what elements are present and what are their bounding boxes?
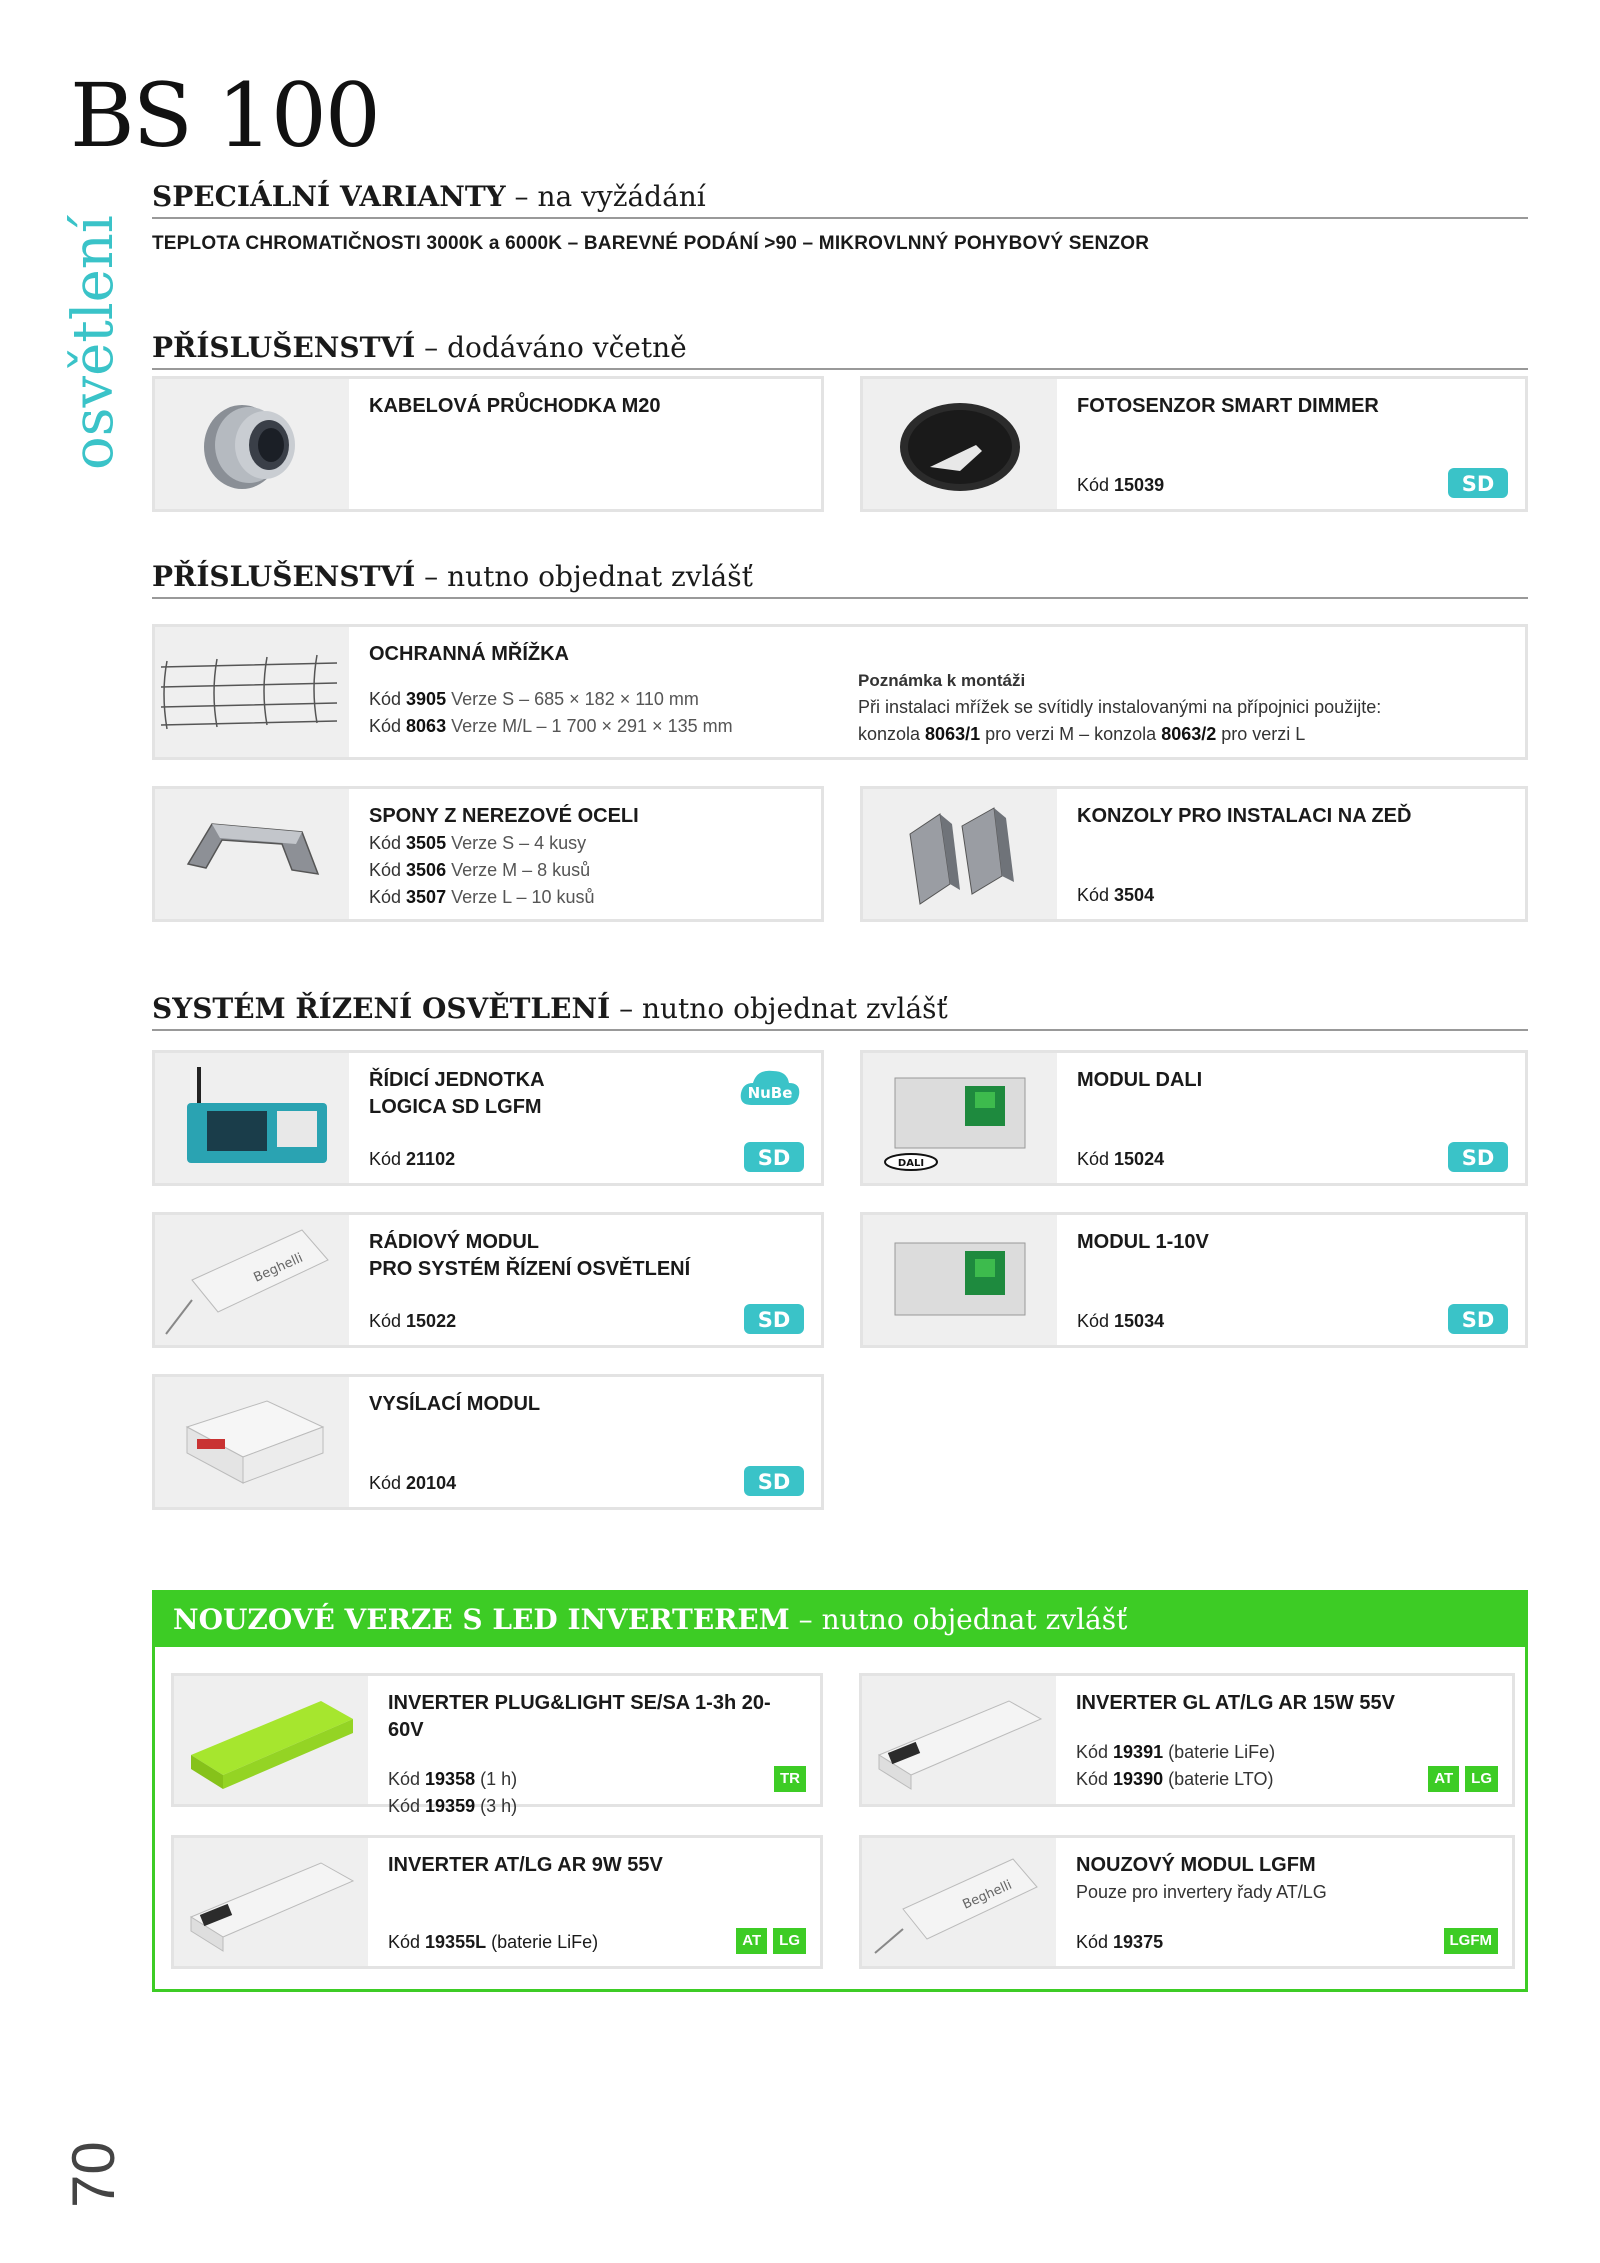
product-name: KABELOVÁ PRŮCHODKA M20 [369, 395, 661, 417]
card-inverter-plug-light [171, 1673, 823, 1816]
sd-logo-icon [743, 1141, 805, 1173]
sd-logo-icon [1447, 467, 1509, 499]
badge-group [768, 1766, 806, 1792]
dali-logo-text: DALI [897, 1158, 925, 1169]
product-name: PRO SYSTÉM ŘÍZENÍ OSVĚTLENÍ [369, 1258, 691, 1280]
card-emergency-module-lgfm [859, 1835, 1515, 1969]
product-code: Kód 15022 [369, 1311, 457, 1331]
card-dali-module [860, 1050, 1528, 1186]
product-code: Kód 19355L (baterie LiFe) [388, 1932, 599, 1952]
page-title: BS 100 [70, 64, 379, 167]
card-photosensor [860, 376, 1528, 512]
product-code: Kód 15039 [1077, 475, 1165, 495]
nube-logo-icon [739, 1065, 801, 1109]
product-name: INVERTER AT/LG AR 9W 55V [388, 1854, 663, 1876]
clips-code-line: Kód 3505 Verze S – 4 kusy [369, 833, 587, 853]
special-variants-subline: TEPLOTA CHROMATIČNOSTI 3000K a 6000K – BAREVNÉ PODÁNÍ >90 – MIKROVLNNÝ POHYBOVÝ SENZOR [152, 233, 1150, 254]
product-code: Kód 20104 [369, 1473, 457, 1493]
product-code: Kód 3504 [1077, 885, 1155, 905]
sd-logo-icon [1447, 1141, 1509, 1173]
card-radio-module [152, 1212, 824, 1348]
product-name: FOTOSENZOR SMART DIMMER [1077, 395, 1379, 417]
sd-logo-text: SD [757, 1470, 791, 1494]
product-name: OCHRANNÁ MŘÍŽKA [369, 643, 569, 665]
card-protective-grid [152, 624, 1528, 760]
sd-logo-text: SD [1461, 1308, 1495, 1332]
special-variants-heading: SPECIÁLNÍ VARIANTY – na vyžádání [152, 182, 1528, 219]
inverter-code-line: Kód 19391 (baterie LiFe) [1076, 1742, 1276, 1762]
product-name: ŘÍDICÍ JEDNOTKA [369, 1069, 545, 1091]
card-wall-brackets [860, 786, 1528, 922]
product-name: RÁDIOVÝ MODUL [369, 1231, 539, 1253]
included-accessories-heading: PŘÍSLUŠENSTVÍ – dodáváno včetně [152, 333, 1528, 370]
radio-module-image [155, 1215, 349, 1345]
clips-code-line: Kód 3506 Verze M – 8 kusů [369, 860, 591, 880]
emergency-module-lgfm-image [862, 1838, 1056, 1966]
product-name: VYSÍLACÍ MODUL [369, 1393, 541, 1415]
mounting-note-line: konzola 8063/1 pro verzi M – konzola 8063/2 pro verzi L [858, 724, 1306, 744]
product-code: Kód 19375 [1076, 1932, 1164, 1952]
product-name: NOUZOVÝ MODUL LGFM [1076, 1854, 1316, 1876]
lighting-control-heading: SYSTÉM ŘÍZENÍ OSVĚTLENÍ – nutno objednat zvlášť [152, 994, 1528, 1031]
sd-logo-icon [743, 1303, 805, 1335]
clips-code-line: Kód 3507 Verze L – 10 kusů [369, 887, 595, 907]
sd-logo-text: SD [757, 1308, 791, 1332]
card-1-10v-module [860, 1212, 1528, 1348]
mounting-note [858, 667, 1381, 748]
product-name: MODUL 1-10V [1077, 1231, 1209, 1253]
separate-accessories-heading: PŘÍSLUŠENSTVÍ – nutno objednat zvlášť [152, 562, 1528, 599]
sd-logo-icon [1447, 1303, 1509, 1335]
badge-group [1422, 1766, 1498, 1792]
protective-grid-image [155, 627, 349, 757]
card-control-unit [152, 1050, 824, 1186]
inverter-code-line: Kód 19358 (1 h) [388, 1769, 518, 1789]
sd-logo-icon [743, 1465, 805, 1497]
photosensor-image [863, 379, 1057, 509]
wall-brackets-image [863, 789, 1057, 919]
inverter-at-lg-image [174, 1838, 368, 1966]
steel-clips-image [155, 789, 349, 919]
page-number: 70 [60, 2141, 127, 2208]
product-name: SPONY Z NEREZOVÉ OCELI [369, 805, 639, 827]
card-inverter-gl [859, 1673, 1515, 1807]
badge-lgfm: LGFM [1444, 1928, 1499, 1954]
mounting-note-title: Poznámka k montáži [858, 671, 1026, 690]
product-name: INVERTER PLUG&LIGHT SE/SA 1-3h 20-60V [388, 1692, 771, 1741]
nube-logo-text: NuBe [747, 1084, 793, 1102]
product-code: Kód 15024 [1077, 1149, 1165, 1169]
product-name: MODUL DALI [1077, 1069, 1203, 1091]
grid-code-line: Kód 8063 Verze M/L – 1 700 × 291 × 135 mm [369, 716, 733, 736]
inverter-plug-light-image [174, 1676, 368, 1804]
inverter-gl-image [862, 1676, 1056, 1804]
emergency-heading: NOUZOVÉ VERZE S LED INVERTEREM – nutno objednat zvlášť [155, 1593, 1525, 1647]
badge-lg: LG [1465, 1766, 1498, 1792]
product-code: Kód 15034 [1077, 1311, 1165, 1331]
mounting-note-line: Při instalaci mřížek se svítidly instalovanými na přípojnici použijte: [858, 697, 1382, 717]
badge-tr: TR [774, 1766, 806, 1792]
badge-group [730, 1928, 806, 1954]
product-name: KONZOLY PRO INSTALACI NA ZEĎ [1077, 805, 1412, 827]
sd-logo-text: SD [757, 1146, 791, 1170]
badge-group [1438, 1928, 1499, 1954]
cable-gland-image [155, 379, 349, 509]
inverter-code-line: Kód 19390 (baterie LTO) [1076, 1769, 1274, 1789]
badge-lg: LG [773, 1928, 806, 1954]
grid-code-line: Kód 3905 Verze S – 685 × 182 × 110 mm [369, 689, 699, 709]
card-steel-clips [152, 786, 824, 922]
sd-logo-text: SD [1461, 472, 1495, 496]
side-label: osvětlení [61, 215, 126, 470]
badge-at: AT [736, 1928, 767, 1954]
card-cable-gland [152, 376, 824, 512]
product-subtext: Pouze pro invertery řady AT/LG [1076, 1882, 1327, 1902]
inverter-code-line: Kód 19359 (3 h) [388, 1796, 518, 1816]
sd-logo-text: SD [1461, 1146, 1495, 1170]
badge-at: AT [1428, 1766, 1459, 1792]
module-1-10v-image [863, 1215, 1057, 1345]
control-unit-image [155, 1053, 349, 1183]
product-name: LOGICA SD LGFM [369, 1096, 542, 1118]
card-inverter-at-lg [171, 1835, 823, 1969]
product-name: INVERTER GL AT/LG AR 15W 55V [1076, 1692, 1395, 1714]
card-transmitter-module [152, 1374, 824, 1510]
transmitter-module-image [155, 1377, 349, 1507]
emergency-section [152, 1590, 1528, 1992]
dali-module-image [863, 1053, 1057, 1183]
product-code: Kód 21102 [369, 1149, 456, 1169]
beghelli-label: Beghelli [960, 1877, 1015, 1913]
beghelli-label: Beghelli [251, 1250, 306, 1286]
